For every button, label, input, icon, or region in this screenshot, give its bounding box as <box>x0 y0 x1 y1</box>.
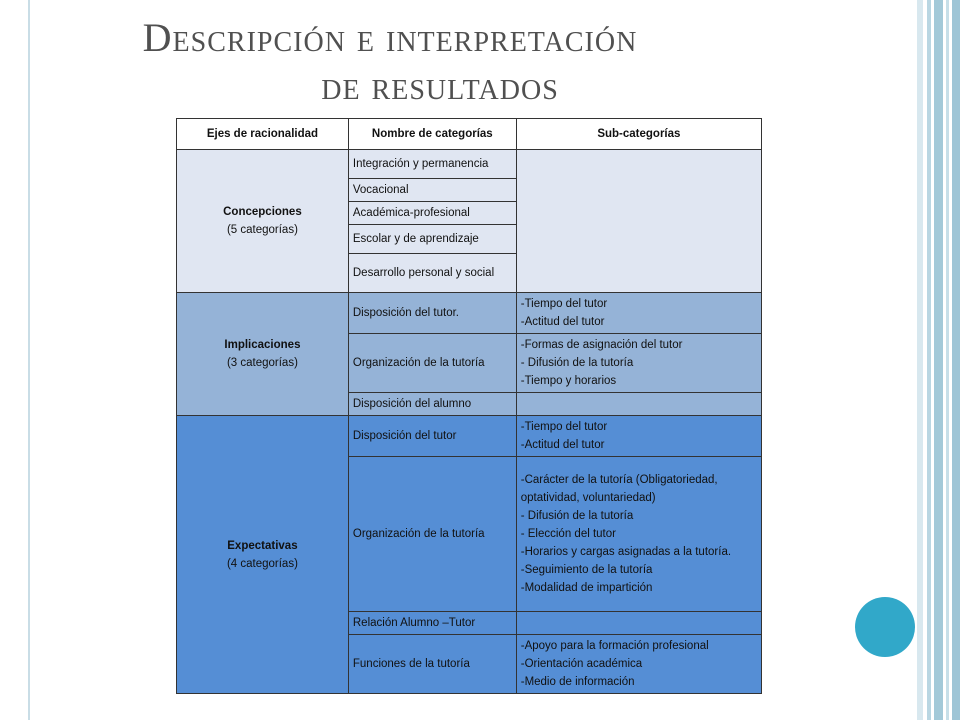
slide-title <box>60 14 820 110</box>
table-row <box>177 416 762 457</box>
category-cell: Disposición del tutor. <box>348 293 516 334</box>
header-subcategories: Sub-categorías <box>516 119 761 150</box>
category-cell: Vocacional <box>348 179 516 202</box>
subcategory-item: -Tiempo del tutor <box>520 298 608 310</box>
left-border-line <box>28 0 30 720</box>
subcategory-item: -Actitud del tutor <box>520 316 605 328</box>
subcategory-item: -Tiempo y horarios <box>520 375 617 387</box>
axis-count: (4 categorías) <box>226 557 298 570</box>
category-cell: Disposición del alumno <box>348 393 516 416</box>
subcategory-item: -Orientación académica <box>520 658 643 670</box>
subcategory-cell-empty <box>516 612 761 635</box>
subcategory-item: -Seguimiento de la tutoría <box>520 564 653 576</box>
category-cell: Relación Alumno –Tutor <box>348 612 516 635</box>
table-row <box>177 293 762 334</box>
subcategory-item: -Tiempo del tutor <box>520 421 608 433</box>
category-cell: Disposición del tutor <box>348 416 516 457</box>
subcategory-cell <box>516 293 761 334</box>
subcategory-cell <box>516 635 761 694</box>
subcategory-item: -Carácter de la tutoría (Obligatoriedad, optatividad, voluntariedad) <box>520 474 718 504</box>
table-row <box>177 150 762 179</box>
subcategory-item: -Formas de asignación del tutor <box>520 339 683 351</box>
subcategory-item: -Horarios y cargas asignadas a la tutoría. <box>520 546 732 558</box>
axis-count: (3 categorías) <box>226 357 298 369</box>
subcategory-item: -Actitud del tutor <box>520 439 605 451</box>
header-categories: Nombre de categorías <box>348 119 516 150</box>
axis-cell-concepciones <box>177 150 349 293</box>
axis-name: Concepciones <box>223 206 302 218</box>
results-table <box>176 118 762 694</box>
subcategory-cell-empty <box>516 393 761 416</box>
subcategory-item: - Elección del tutor <box>520 528 616 540</box>
axis-cell-implicaciones <box>177 293 349 416</box>
category-cell: Escolar y de aprendizaje <box>348 225 516 254</box>
axis-cell-expectativas <box>177 416 349 694</box>
subcategory-cell <box>516 416 761 457</box>
subcategory-cell <box>516 457 761 612</box>
subcategory-item: - Difusión de la tutoría <box>520 357 634 369</box>
axis-name: Expectativas <box>227 539 298 552</box>
subcategory-item: -Modalidad de impartición <box>520 582 653 594</box>
decorative-circle <box>855 597 915 657</box>
category-cell: Funciones de la tutoría <box>348 635 516 694</box>
axis-count: (5 categorías) <box>226 224 298 236</box>
category-cell: Académica-profesional <box>348 202 516 225</box>
category-cell: Desarrollo personal y social <box>348 254 516 293</box>
category-cell: Integración y permanencia <box>348 150 516 179</box>
subcategory-cell-empty <box>516 150 761 293</box>
title-line-1: Descripción e interpretación <box>142 15 638 60</box>
axis-name: Implicaciones <box>224 339 301 351</box>
subcategory-cell <box>516 334 761 393</box>
subcategory-item: -Apoyo para la formación profesional <box>520 640 709 652</box>
subcategory-item: -Medio de información <box>520 676 635 688</box>
subcategory-item: - Difusión de la tutoría <box>520 510 634 522</box>
table-header-row <box>177 119 762 150</box>
category-cell: Organización de la tutoría <box>348 334 516 393</box>
title-line-2: de resultados <box>321 63 559 108</box>
header-axes: Ejes de racionalidad <box>177 119 349 150</box>
right-decoration <box>917 0 960 720</box>
category-cell: Organización de la tutoría <box>348 457 516 612</box>
